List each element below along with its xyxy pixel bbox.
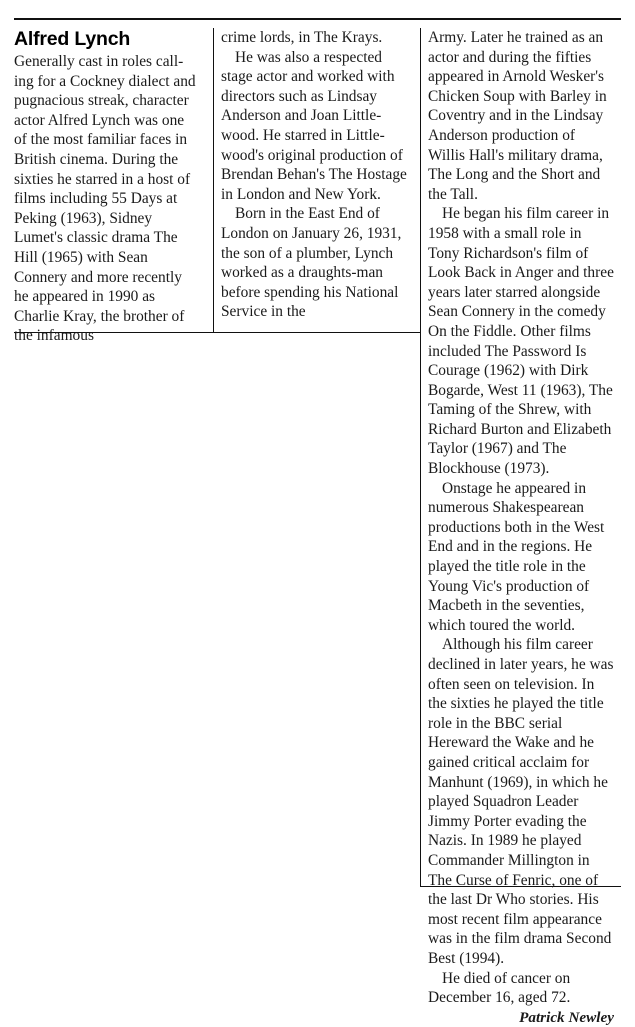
paragraph: Born in the East End of London on January 26, 1931, the son of a plumber, Lynch worked as a draughts-man before spending his National Service in the <box>221 205 402 321</box>
article-column-2 <box>221 28 407 322</box>
paragraph: He died of cancer on December 16, aged 72. <box>428 969 571 1007</box>
article-column-3 <box>428 28 614 1027</box>
paragraph: Generally cast in roles call-ing for a Cockney dialect and pugnacious streak, character actor Alfred Lynch was one of the most familiar faces in British cinema. During the sixties he starred in a host of films including 55 Days at Peking (1963), Sidney Lumet's classic drama The Hill (1965) with Sean Connery and more recently he appeared in 1990 as Charlie Kray, the brother of the infamous <box>14 53 196 345</box>
top-divider-rule <box>14 18 621 20</box>
column-divider-1 <box>213 28 214 332</box>
paragraph: Onstage he appeared in numerous Shakespearean productions both in the West End and in the regions. He played the title role in the Young Vic's production of Macbeth in the seventies, which toured the world. <box>428 479 605 634</box>
column-divider-2 <box>420 28 421 886</box>
paragraph: crime lords, in The Krays. <box>221 29 383 46</box>
paragraph: He was also a respected stage actor and worked with directors such as Lindsay Anderson and Joan Little-wood. He starred in Little-wood's original production of Brendan Behan's The Hostage in London and New York. <box>221 48 407 203</box>
byline: Patrick Newley <box>519 1008 614 1026</box>
paragraph: Although his film career declined in later years, he was often seen on television. In the sixties he played the title role in the BBC serial Hereward the Wake and he gained critical acclaim for Manhunt (1969), in which he played Squadron Leader Jimmy Porter evading the Nazis. In 1989 he played Commander Millington in The Curse of Fenric, one of the last Dr Who stories. His most recent film appearance was in the film drama Second Best (1994). <box>428 636 614 967</box>
paragraph: He began his film career in 1958 with a small role in Tony Richardson's film of Look Back in Anger and three years later starred alongside Sean Connery in the comedy On the Fiddle. Other films included The Password Is Courage (1962) with Dirk Bogarde, West 11 (1963), The Taming of the Shrew, with Richard Burton and Elizabeth Taylor (1967) and The Blockhouse (1973). <box>428 205 614 478</box>
paragraph: Army. Later he trained as an actor and during the fifties appeared in Arnold Wesker's Chicken Soup with Barley in Coventry and in the Lindsay Anderson production of Willis Hall's military drama, The Long and the Short and the Tall. <box>428 29 607 203</box>
page-title: Alfred Lynch <box>14 28 131 50</box>
article-column-1 <box>14 28 200 346</box>
